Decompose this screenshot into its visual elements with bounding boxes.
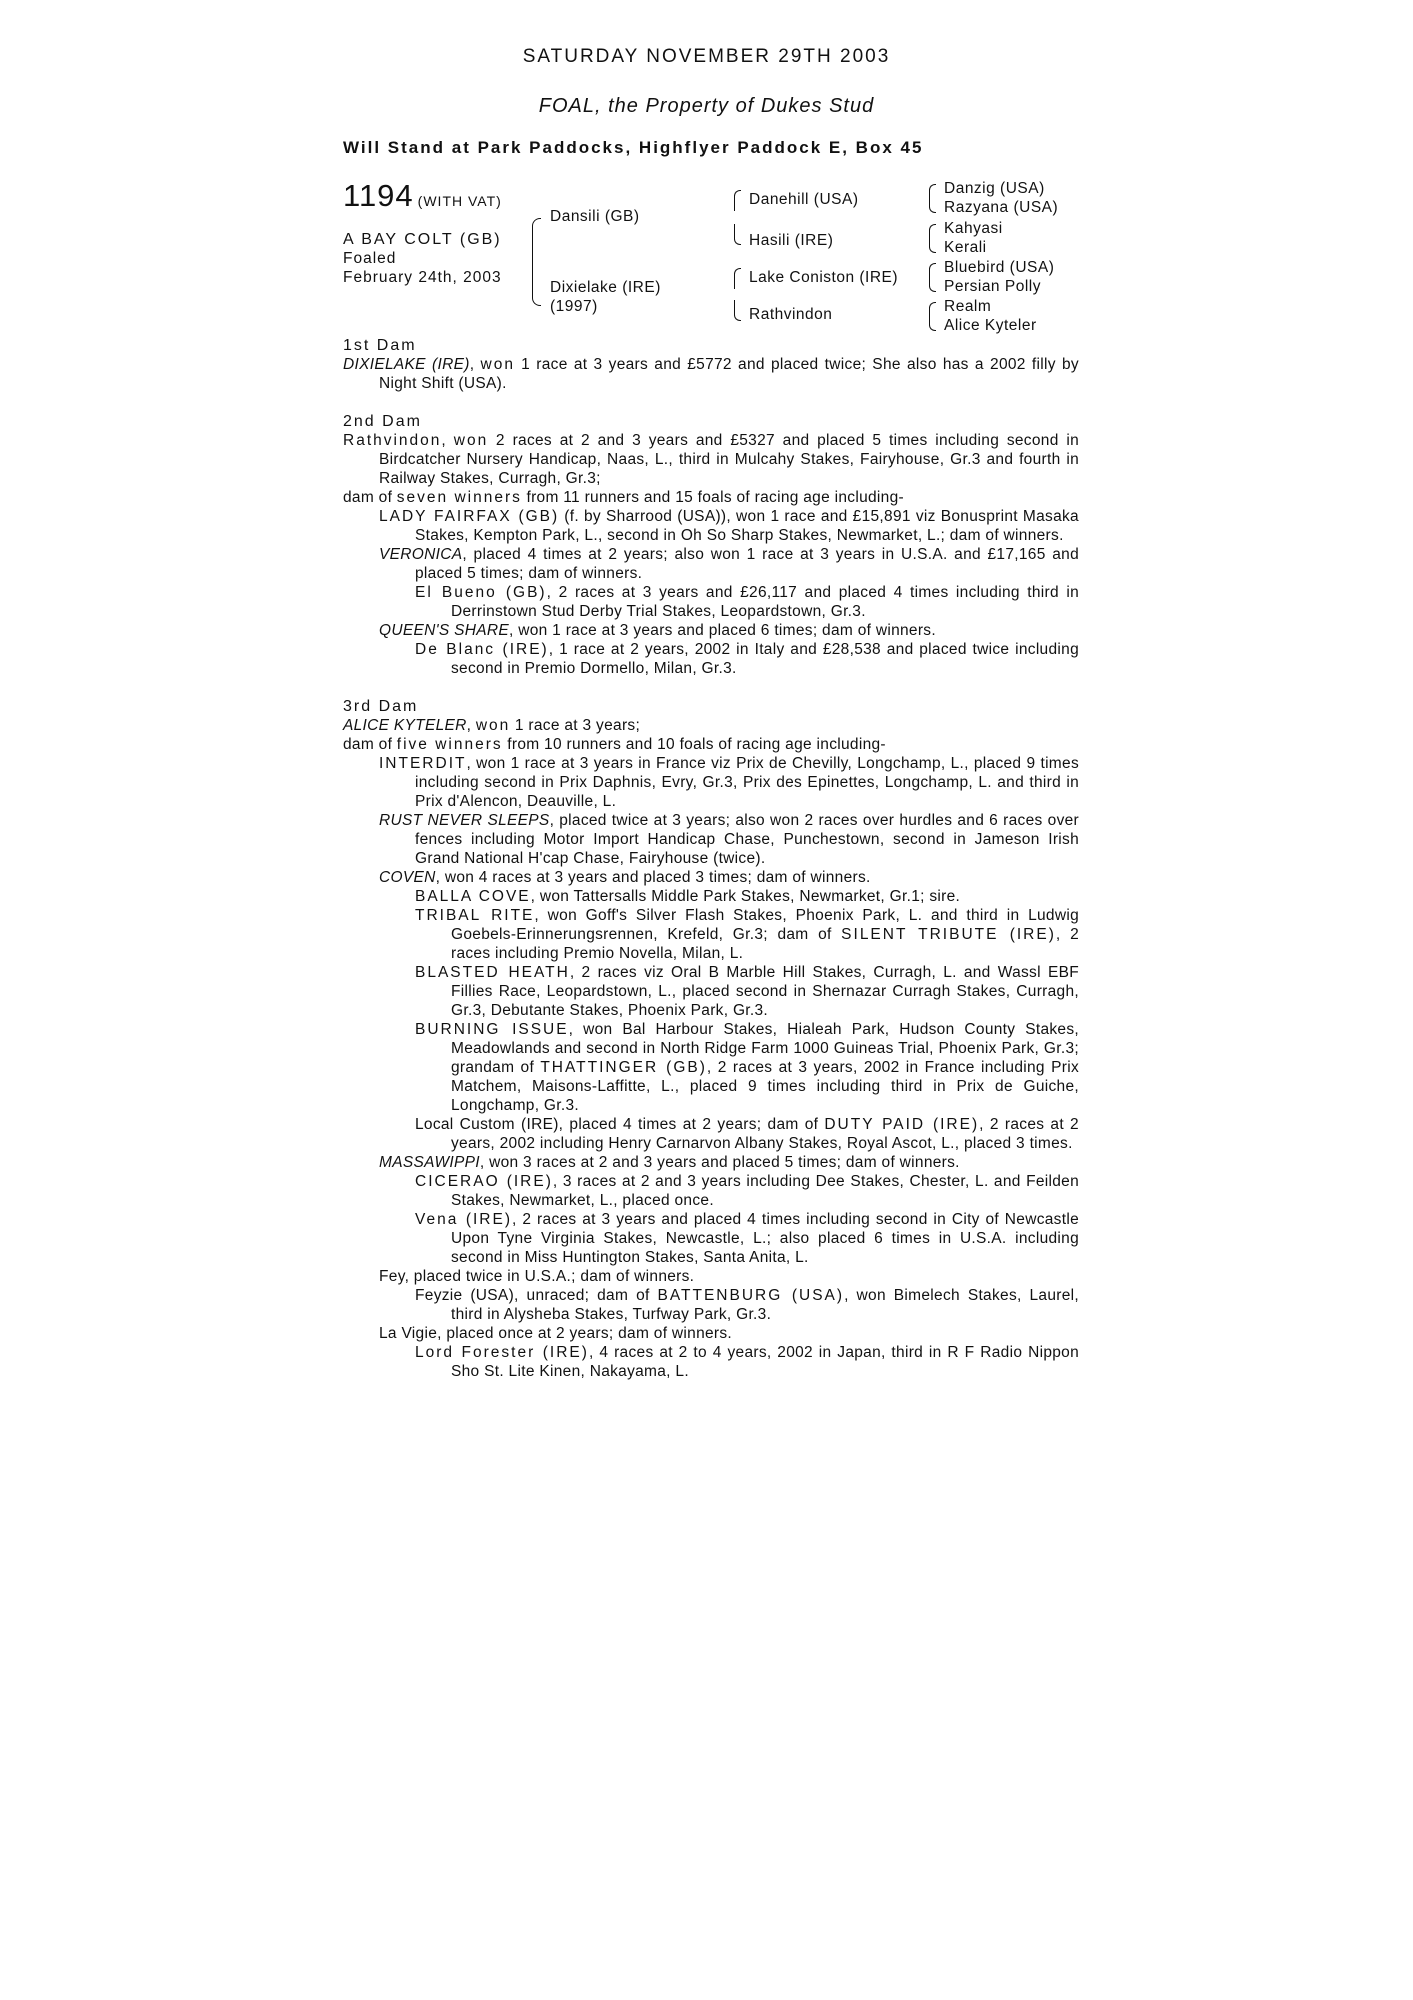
- pedigree-brace: [929, 263, 936, 278]
- entry-text: (f. by Sharrood (USA)), won 1 race and £15,891 viz Bonusprint Masaka Stakes, Kempton Park, L., second in Oh So Sharp Stakes, Newmarket, L.; dam of winners.: [415, 508, 1079, 544]
- pedigree-brace: [929, 224, 936, 239]
- pedigree-entry: [343, 887, 1079, 906]
- lot-number: 1194: [343, 178, 414, 213]
- entry-text: dam of: [343, 489, 397, 506]
- highlighted-name: won: [480, 356, 515, 373]
- foaled-label: Foaled: [343, 250, 397, 267]
- pedigree-entry: [343, 1153, 1079, 1172]
- vat-note: (WITH VAT): [417, 193, 502, 209]
- pedigree-entry: [343, 754, 1079, 811]
- entry-text: , placed twice at 3 years; also won 2 races over hurdles and 6 races over fences including Motor Import Handicap Chase, Punchestown, second in Jameson Irish Grand National H'cap Chase, Fairyhouse (twice).: [415, 812, 1080, 867]
- pedigree-entry: [343, 1286, 1079, 1324]
- italic-name: QUEEN'S SHARE: [379, 622, 510, 639]
- highlighted-name: seven winners: [396, 489, 522, 506]
- pedigree-brace: [929, 302, 936, 317]
- highlighted-name: won: [475, 717, 511, 734]
- entry-text: from 10 runners and 10 foals of racing age including-: [502, 736, 886, 753]
- pedigree-entry: [343, 583, 1079, 621]
- pedigree-entry: [343, 1115, 1079, 1153]
- italic-name: RUST NEVER SLEEPS: [379, 812, 550, 829]
- highlighted-name: THATTINGER (GB): [540, 1059, 707, 1076]
- entry-text: Local Custom (IRE), placed 4 times at 2 years; dam of: [415, 1116, 825, 1133]
- pedigree-brace: [929, 316, 936, 331]
- consignor-line: FOAL, the Property of Dukes Stud: [538, 95, 875, 117]
- section-heading: 1st Dam: [343, 337, 417, 354]
- pedigree-brace: [734, 268, 741, 289]
- sale-date: SATURDAY NOVEMBER 29TH 2003: [522, 46, 891, 67]
- entry-text: , 2 races viz Oral B Marble Hill Stakes, Curragh, L. and Wassl EBF Fillies Race, Leopardstown, L., placed second in Shernazar Curragh Stakes, Curragh, Gr.3, Debutante Stakes, Phoenix Park, Gr.3.: [451, 964, 1079, 1019]
- pedigree-brace: [929, 277, 936, 292]
- dam-sire: Lake Coniston (IRE): [749, 269, 899, 286]
- highlighted-name: SILENT TRIBUTE (IRE): [841, 926, 1056, 943]
- entry-text: , 2 races at 3 years and placed 4 times including second in City of Newcastle Upon Tyne Virginia Stakes, Newcastle, L.; also placed 6 times in U.S.A. including second in Miss Huntington Stakes, Santa Anita, L.: [451, 1211, 1079, 1266]
- dam-year: (1997): [550, 298, 598, 315]
- entry-text: La Vigie, placed once at 2 years; dam of winners.: [379, 1325, 733, 1342]
- pedigree-brace: [532, 218, 541, 306]
- entry-text: , 2 races including Premio Novella, Milan, L.: [451, 926, 1079, 962]
- entry-text: 1 race at 3 years and £5772 and placed twice; She also has a 2002 filly by Night Shift (USA).: [379, 356, 1079, 392]
- pedigree-entry: [343, 1324, 1079, 1343]
- entry-text: , 4 races at 2 to 4 years, 2002 in Japan, third in R F Radio Nippon Sho St. Lite Kinen, Nakayama, L.: [451, 1344, 1079, 1380]
- entry-text: ,: [466, 717, 476, 734]
- dam: Dixielake (IRE): [550, 279, 661, 296]
- pedigree-entry: [343, 906, 1079, 963]
- pedigree-entry: [343, 640, 1079, 678]
- family-history: [343, 336, 1079, 1381]
- highlighted-name: five winners: [396, 736, 503, 753]
- pedigree-brace: [929, 238, 936, 253]
- pedigree-entry: [343, 507, 1079, 545]
- ancestor-razyana: Razyana (USA): [944, 199, 1059, 216]
- foaled-date: February 24th, 2003: [343, 269, 502, 286]
- stabling-location: Will Stand at Park Paddocks, Highflyer Paddock E, Box 45: [343, 138, 924, 157]
- lot-header: [343, 178, 502, 214]
- entry-text: 1 race at 3 years;: [510, 717, 641, 734]
- highlighted-name: Vena (IRE): [415, 1211, 512, 1228]
- ancestor-realm: Realm: [944, 298, 992, 315]
- highlighted-name: BALLA COVE: [415, 888, 531, 905]
- entry-text: , won 4 races at 3 years and placed 3 times; dam of winners.: [435, 869, 871, 886]
- entry-text: ,: [441, 432, 454, 449]
- pedigree-brace: [734, 224, 741, 245]
- pedigree-entry: [343, 1020, 1079, 1115]
- entry-text: , 2 races at 3 years, 2002 in France including Prix Matchem, Maisons-Laffitte, L., placed 9 times including third in Prix de Guiche, Longchamp, Gr.3.: [451, 1059, 1080, 1114]
- pedigree-entry: [343, 716, 1079, 735]
- pedigree-brace: [734, 190, 741, 211]
- entry-text: , won 1 race at 3 years in France viz Prix de Chevilly, Longchamp, L., placed 9 times including second in Prix Daphnis, Evry, Gr.3, Prix des Epinettes, Longchamp, L. and third in Prix d'Alencon, Deauville, L.: [415, 755, 1079, 810]
- highlighted-name: El Bueno (GB): [415, 584, 547, 601]
- pedigree-entry: [343, 545, 1079, 583]
- sire-sire: Danehill (USA): [749, 191, 859, 208]
- entry-text: Feyzie (USA), unraced; dam of: [415, 1287, 658, 1304]
- entry-text: dam of: [343, 736, 397, 753]
- entry-text: , won Bimelech Stakes, Laurel, third in Alysheba Stakes, Turfway Park, Gr.3.: [451, 1287, 1079, 1323]
- pedigree-entry: [343, 1210, 1079, 1267]
- highlighted-name: BLASTED HEATH: [415, 964, 570, 981]
- pedigree-entry: [343, 1343, 1079, 1381]
- pedigree-brace: [734, 300, 741, 321]
- ancestor-danzig: Danzig (USA): [944, 180, 1045, 197]
- italic-name: VERONICA: [379, 546, 463, 563]
- pedigree-entry: [343, 811, 1079, 868]
- pedigree-entry: [343, 868, 1079, 887]
- ancestor-bluebird: Bluebird (USA): [944, 259, 1055, 276]
- entry-text: , won Tattersalls Middle Park Stakes, Newmarket, Gr.1; sire.: [530, 888, 961, 905]
- entry-text: from 11 runners and 15 foals of racing age including-: [521, 489, 904, 506]
- pedigree-entry: [343, 963, 1079, 1020]
- section-heading: 2nd Dam: [343, 413, 422, 430]
- entry-text: , won 1 race at 3 years and placed 6 times; dam of winners.: [509, 622, 936, 639]
- highlighted-name: Lord Forester (IRE): [415, 1344, 589, 1361]
- entry-text: , 1 race at 2 years, 2002 in Italy and £28,538 and placed twice including second in Premio Dormello, Milan, Gr.3.: [451, 641, 1079, 677]
- highlighted-name: De Blanc (IRE): [415, 641, 549, 658]
- pedigree-entry: [343, 1267, 1079, 1286]
- entry-text: , won 3 races at 2 and 3 years and placed 5 times; dam of winners.: [479, 1154, 960, 1171]
- entry-text: , placed 4 times at 2 years; also won 1 race at 3 years in U.S.A. and £17,165 and placed 5 times; dam of winners.: [415, 546, 1079, 582]
- entry-text: , 3 races at 2 and 3 years including Dee Stakes, Chester, L. and Feilden Stakes, Newmarket, L., placed once.: [451, 1173, 1080, 1209]
- ancestor-alice-kyteler: Alice Kyteler: [944, 317, 1037, 334]
- highlighted-name: DUTY PAID (IRE): [824, 1116, 980, 1133]
- highlighted-name: INTERDIT: [379, 755, 467, 772]
- italic-name: MASSAWIPPI: [379, 1154, 480, 1171]
- pedigree-entry: [343, 735, 1079, 754]
- pedigree-entry: [343, 431, 1079, 488]
- highlighted-name: BATTENBURG (USA): [657, 1287, 845, 1304]
- dam-dam: Rathvindon: [749, 306, 833, 323]
- italic-name: COVEN: [379, 869, 436, 886]
- entry-text: , won Goff's Silver Flash Stakes, Phoenix Park, L. and third in Ludwig Goebels-Erinnerungsrennen, Krefeld, Gr.3; dam of: [451, 907, 1079, 943]
- highlighted-name: BURNING ISSUE: [415, 1021, 569, 1038]
- ancestor-kerali: Kerali: [944, 239, 987, 256]
- entry-text: , 2 races at 2 years, 2002 including Henry Carnarvon Albany Stakes, Royal Ascot, L., placed 3 times.: [451, 1116, 1079, 1152]
- highlighted-name: won: [453, 432, 489, 449]
- ancestor-persian-polly: Persian Polly: [944, 278, 1041, 295]
- entry-text: , 2 races at 3 years and £26,117 and placed 4 times including third in Derrinstown Stud Derby Trial Stakes, Leopardstown, Gr.3.: [451, 584, 1079, 620]
- pedigree-entry: [343, 355, 1079, 393]
- horse-description: A BAY COLT (GB): [343, 231, 502, 248]
- pedigree-entry: [343, 1172, 1079, 1210]
- pedigree-brace: [929, 198, 936, 213]
- highlighted-name: CICERAO (IRE): [415, 1173, 553, 1190]
- italic-name: DIXIELAKE (IRE): [343, 356, 470, 373]
- entry-text: , won Bal Harbour Stakes, Hialeah Park, Hudson County Stakes, Meadowlands and second in North Ridge Farm 1000 Guineas Trial, Phoenix Park, Gr.3; grandam of: [451, 1021, 1079, 1076]
- section-heading: 3rd Dam: [343, 698, 419, 715]
- entry-text: Fey, placed twice in U.S.A.; dam of winners.: [379, 1268, 695, 1285]
- pedigree-brace: [929, 184, 936, 199]
- ancestor-kahyasi: Kahyasi: [944, 220, 1003, 237]
- entry-text: 2 races at 2 and 3 years and £5327 and placed 5 times including second in Birdcatcher Nursery Handicap, Naas, L., third in Mulcahy Stakes, Fairyhouse, Gr.3 and fourth in Railway Stakes, Curragh, Gr.3;: [379, 432, 1080, 487]
- entry-text: ,: [469, 356, 481, 373]
- highlighted-name: LADY FAIRFAX (GB): [379, 508, 560, 525]
- pedigree-entry: [343, 488, 1079, 507]
- highlighted-name: Rathvindon: [343, 432, 442, 449]
- italic-name: ALICE KYTELER: [343, 717, 467, 734]
- pedigree-entry: [343, 621, 1079, 640]
- highlighted-name: TRIBAL RITE: [415, 907, 535, 924]
- sire: Dansili (GB): [550, 208, 640, 225]
- sire-dam: Hasili (IRE): [749, 232, 834, 249]
